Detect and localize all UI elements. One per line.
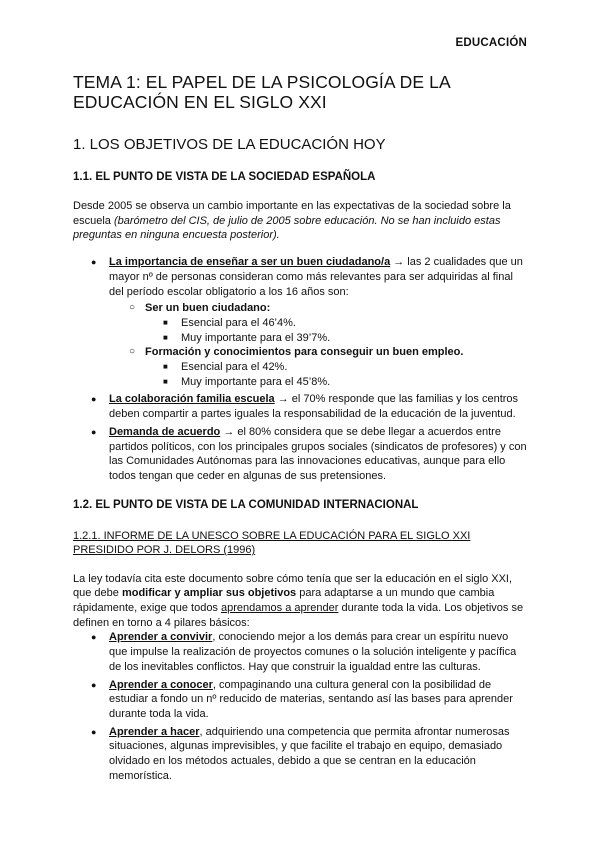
pillar-label: Aprender a hacer bbox=[109, 725, 200, 738]
list-item-text: → el 80% considera que se debe llegar a acuerdos entre partidos políticos, con los principales grupos sociales (sindicatos de profesores) y con las Comunidades Autónomas para las innovaciones educativas, aunque para ello todos tengan que ceder en algunas de sus pretensiones. bbox=[109, 425, 527, 482]
intro-paragraph bbox=[73, 199, 528, 243]
bullet-dot-icon: ● bbox=[91, 394, 97, 405]
bullet-square-icon: ■ bbox=[163, 362, 168, 372]
sub-sub-list-item bbox=[145, 316, 528, 331]
bullet-dot-icon: ● bbox=[91, 726, 97, 737]
list-item-label: Demanda de acuerdo bbox=[109, 425, 221, 438]
sub-sub-list-item bbox=[145, 360, 528, 375]
sub-list-item-label: Formación y conocimientos para conseguir un buen empleo. bbox=[145, 346, 464, 359]
list-item-label: La importancia de enseñar a ser un buen ciudadano/a bbox=[109, 256, 391, 269]
bullet-circle-icon: ○ bbox=[129, 302, 136, 314]
sub-sub-list-item-text: Esencial para el 46’4%. bbox=[181, 316, 296, 329]
list-item bbox=[73, 678, 528, 722]
unesco-paragraph bbox=[73, 572, 528, 631]
subsection-heading-spain: 1.1. EL PUNTO DE VISTA DE LA SOCIEDAD ESPAÑOLA bbox=[73, 171, 376, 183]
list-item bbox=[73, 392, 528, 421]
pillar-label: Aprender a conocer bbox=[109, 678, 213, 691]
list-item-text: → el 70% responde que las familias y los centros deben compartir a partes iguales la responsabilidad de la educación de la juventud. bbox=[109, 393, 519, 421]
sub-list bbox=[109, 301, 528, 389]
unesco-text-2: para adaptarse a un mundo que cambia rápidamente, exige que todos bbox=[73, 587, 495, 615]
document-header-label: EDUCACIÓN bbox=[455, 37, 527, 49]
intro-citation: (barómetro del CIS, de julio de 2005 sobre educación. No se han incluido estas preguntas en ninguna encuesta posterior). bbox=[73, 214, 501, 242]
bullet-dot-icon: ● bbox=[91, 426, 97, 437]
unesco-text-1: La ley todavía cita este documento sobre cómo tenía que ser la educación en el siglo XXI, que debe bbox=[73, 572, 513, 600]
list-item bbox=[73, 255, 528, 389]
sub-sub-list bbox=[145, 316, 528, 345]
bullet-dot-icon: ● bbox=[91, 679, 97, 690]
section-heading: 1. LOS OBJETIVOS DE LA EDUCACIÓN HOY bbox=[73, 136, 386, 153]
bullet-dot-icon: ● bbox=[91, 632, 97, 643]
sub-sub-list bbox=[145, 360, 528, 389]
list-item-label: La colaboración familia escuela bbox=[109, 393, 275, 406]
bullet-square-icon: ■ bbox=[163, 332, 168, 342]
page-title: TEMA 1: EL PAPEL DE LA PSICOLOGÍA DE LA EDUCACIÓN EN EL SIGLO XXI bbox=[73, 72, 450, 112]
sub-sub-list-item bbox=[145, 375, 528, 390]
pillar-label: Aprender a convivir bbox=[109, 631, 213, 644]
sub-list-item bbox=[109, 301, 528, 345]
sub-list-item-label: Ser un buen ciudadano: bbox=[145, 302, 271, 315]
sub-sub-list-item bbox=[145, 331, 528, 346]
unesco-text-3: durante toda la vida. Los objetivos se definen en torno a 4 pilares básicos: bbox=[73, 602, 524, 629]
pillar-text: , adquiriendo una competencia que permita afrontar numerosas situaciones, algunas imprevisibles, y que facilite el trabajo en equipo, demasiado olvidado en los métodos actuales, debido a que se centran en la educación memorística. bbox=[109, 725, 510, 782]
sub-sub-list-item-text: Muy importante para el 39’7%. bbox=[181, 331, 331, 344]
list-item bbox=[73, 425, 528, 484]
document-body bbox=[73, 72, 528, 787]
intro-text: Desde 2005 se observa un cambio importante en las expectativas de la sociedad sobre la escuela bbox=[73, 200, 511, 227]
sub-list-item bbox=[109, 345, 528, 389]
sub-sub-list-item-text: Muy importante para el 45’8%. bbox=[181, 375, 331, 388]
unesco-underlined-phrase: aprendamos a aprender bbox=[221, 602, 339, 615]
unesco-bold-phrase: modificar y ampliar sus objetivos bbox=[121, 587, 297, 600]
pillar-text: , conociendo mejor a los demás para crear un espíritu nuevo que impulse la realización de proyectos comunes o la solución inteligente y pacífica de los inevitables conflictos. Hay que construir la igualdad entre las culturas. bbox=[109, 631, 517, 673]
bullet-dot-icon: ● bbox=[91, 257, 97, 268]
pillar-text: , compaginando una cultura general con la posibilidad de estudiar a fondo un nº reducido de materias, sentando así las bases para aprender durante toda la vida. bbox=[109, 678, 513, 720]
survey-list bbox=[73, 255, 528, 484]
bullet-square-icon: ■ bbox=[163, 317, 168, 327]
pillars-list bbox=[73, 630, 528, 783]
list-item bbox=[73, 630, 528, 674]
list-item bbox=[73, 725, 528, 784]
subsection-heading-international: 1.2. EL PUNTO DE VISTA DE LA COMUNIDAD INTERNACIONAL bbox=[73, 498, 419, 511]
bullet-square-icon: ■ bbox=[163, 376, 168, 386]
sub-sub-list-item-text: Esencial para el 42%. bbox=[181, 361, 288, 374]
list-item-text: → las 2 cualidades que un mayor nº de personas consideran como más relevantes para ser adquiridas al final del período escolar obligatorio a los 16 años son: bbox=[109, 256, 523, 298]
subsubsection-heading-unesco: 1.2.1. INFORME DE LA UNESCO SOBRE LA EDUCACIÓN PARA EL SIGLO XXI PRESIDIDO POR J. DELORS (1996) bbox=[73, 529, 471, 557]
bullet-circle-icon: ○ bbox=[129, 346, 136, 358]
